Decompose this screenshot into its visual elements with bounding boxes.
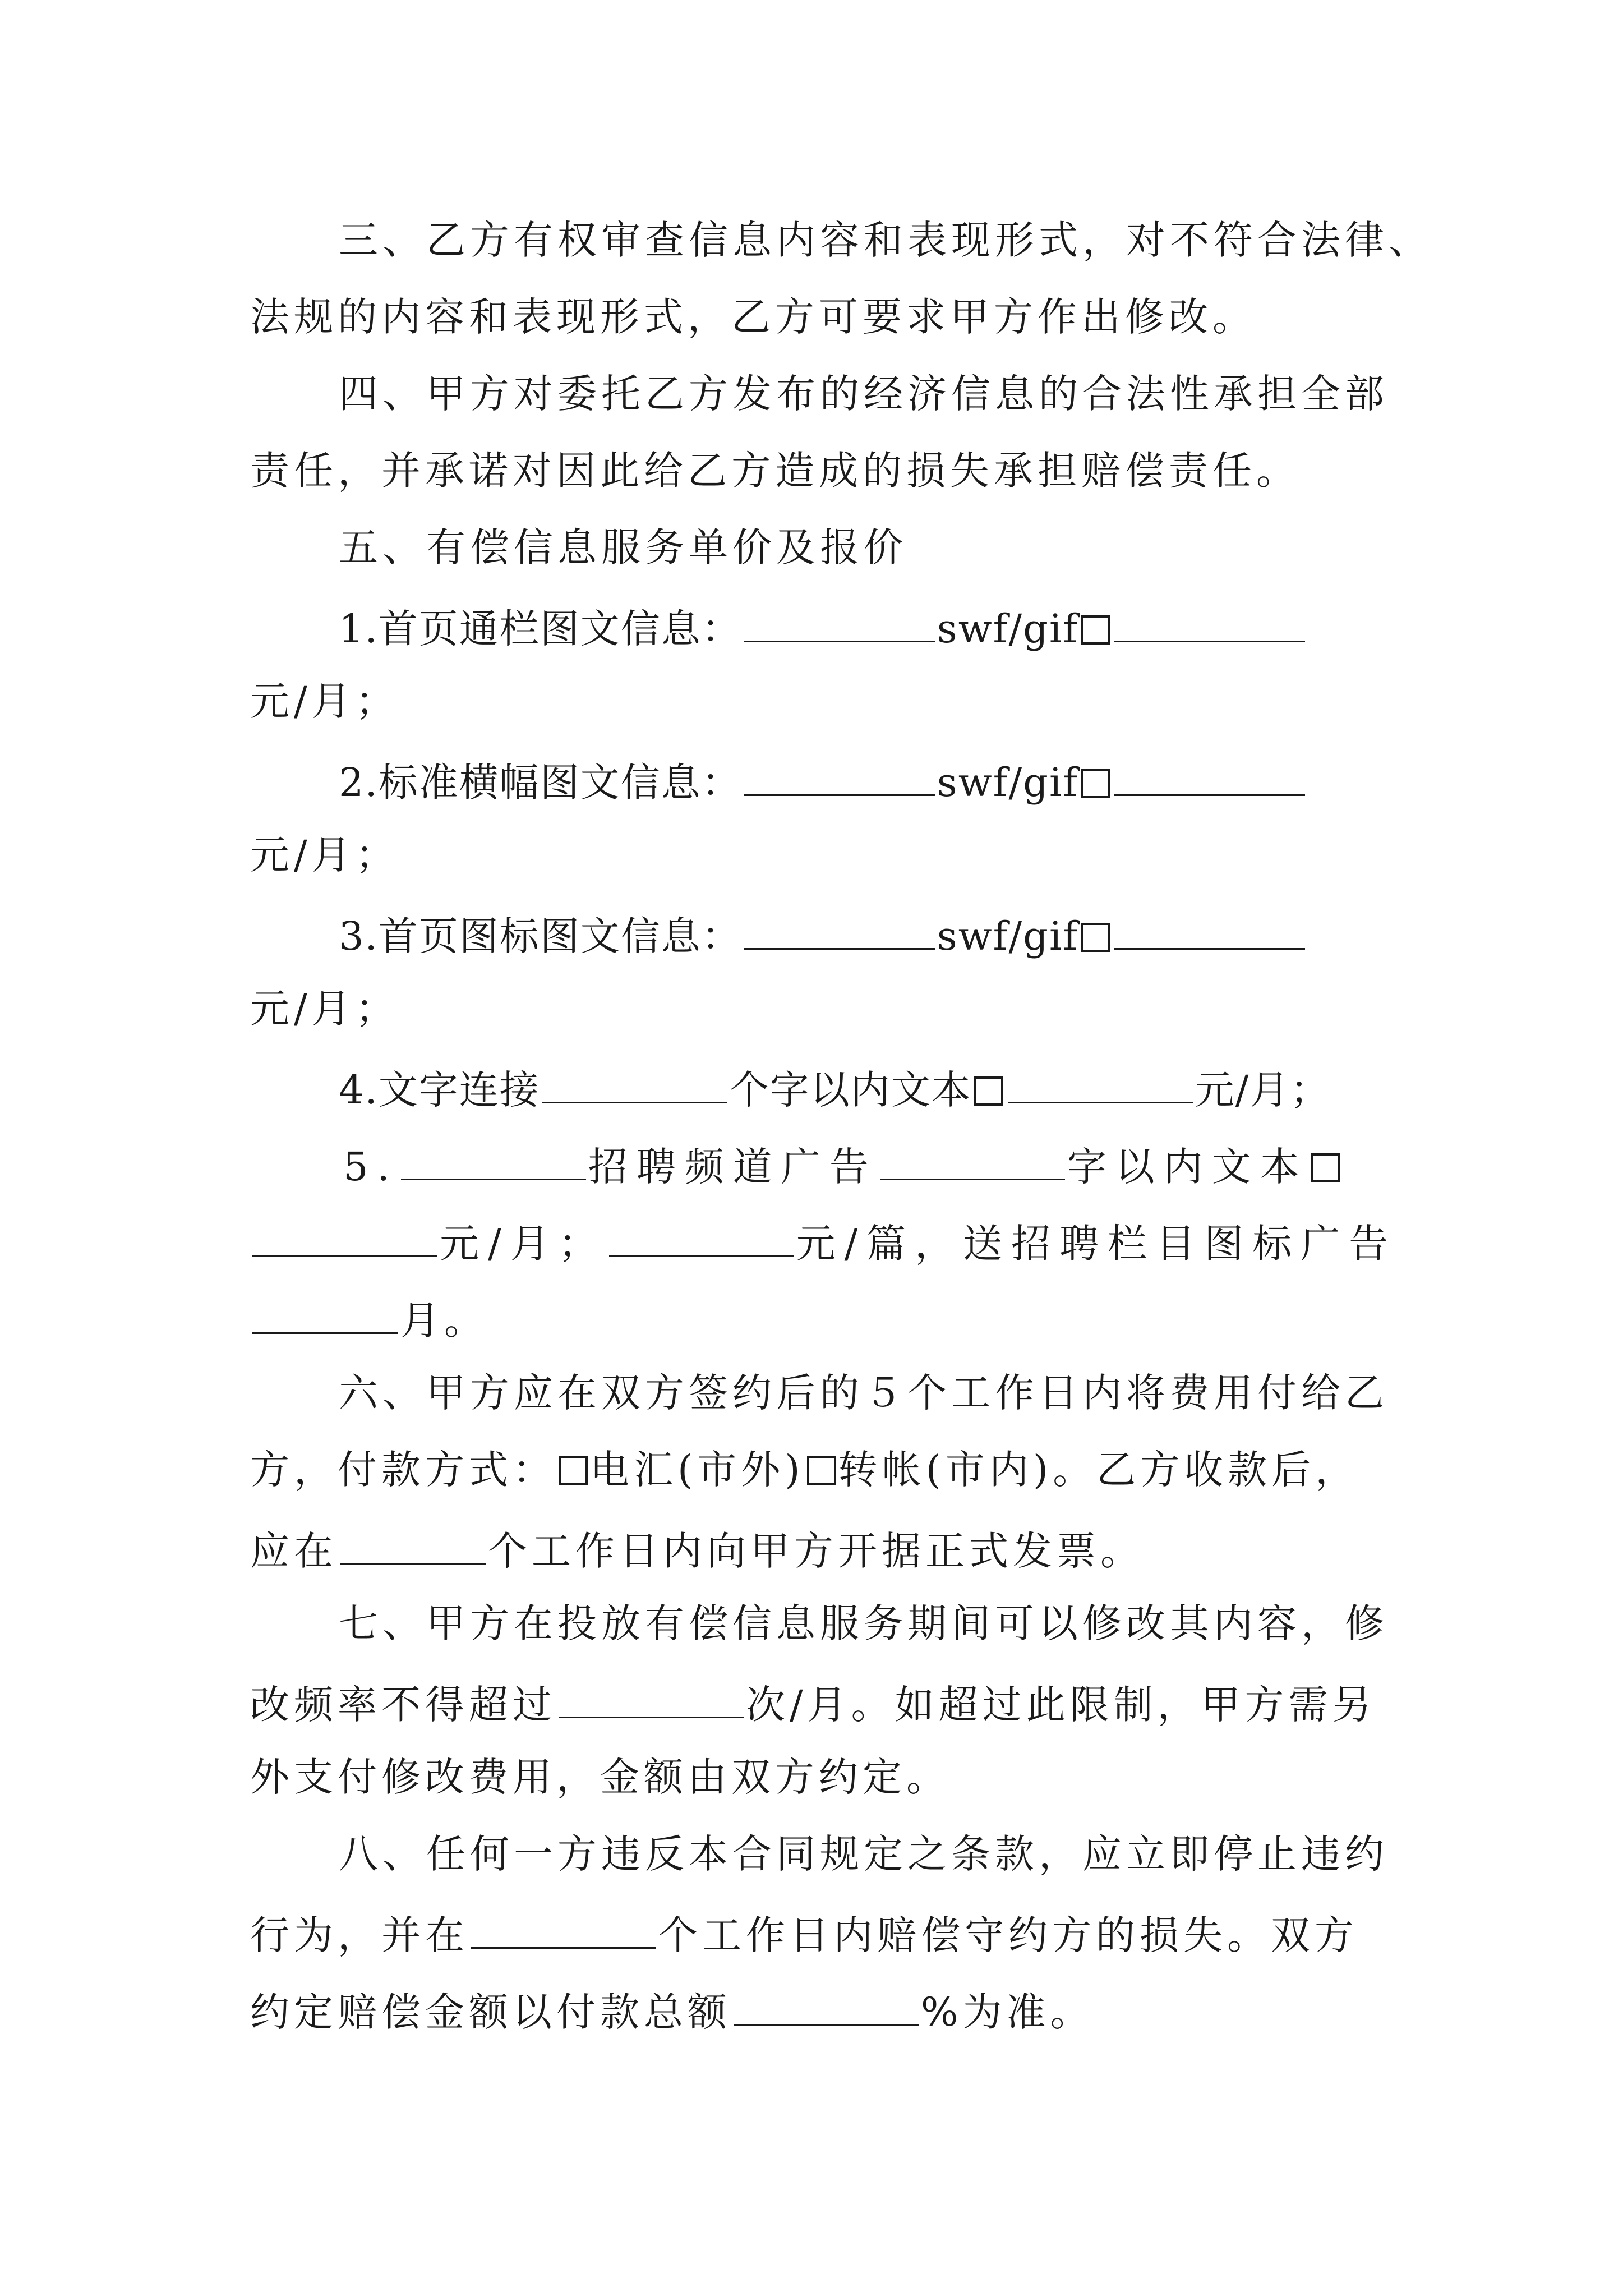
section-3-line-2: 法规的内容和表现形式，乙方可要求甲方作出修改。 [250,294,1256,340]
section-3-line-1: 三、乙方有权审查信息内容和表现形式，对不符合法律、 [339,217,1432,263]
section-8-line-1: 八、任何一方违反本合同规定之条款，应立即停止违约 [339,1831,1389,1877]
item-4-end: 元/月； [1195,1067,1331,1113]
blank-field[interactable] [1114,912,1305,950]
checkbox-square[interactable] [1081,769,1110,798]
checkbox-square[interactable] [1081,615,1110,645]
payment-label: 方，付款方式： [250,1447,556,1493]
blank-field[interactable] [744,758,935,796]
blank-field[interactable] [744,912,935,950]
item-2-label: 2.标准横幅图文信息： [339,760,742,806]
price-item-1 [339,605,1394,652]
blank-field[interactable] [1114,758,1305,796]
section-7-line-1: 七、甲方在投放有偿信息服务期间可以修改其内容，修 [339,1600,1389,1646]
blank-field[interactable] [471,1911,656,1949]
blank-field[interactable] [401,1143,586,1180]
section-6-line-3-a: 应在 [250,1528,338,1574]
section-4-line-1: 四、甲方对委托乙方发布的经济信息的合法性承担全部 [339,371,1389,417]
checkbox-square[interactable] [1081,923,1110,952]
checkbox-bank-transfer[interactable] [807,1456,836,1485]
checkbox-wire-transfer[interactable] [559,1456,588,1485]
section-8-line-3-a: 约定赔偿金额以付款总额 [250,1989,731,2035]
wire-transfer-label: 电汇(市外) [590,1447,805,1493]
section-5-heading: 五、有偿信息服务单价及报价 [339,524,907,570]
blank-field[interactable] [1114,605,1305,642]
item-5-text: 字以内文本 [1067,1144,1308,1190]
price-item-3 [339,912,1394,959]
section-6-line-3-b: 个工作日内向甲方开据正式发票。 [488,1528,1144,1574]
item-4-mid: 个字以内文本 [729,1067,972,1113]
checkbox-square[interactable] [974,1076,1003,1106]
item-5-mid: 招聘频道广告 [588,1144,878,1190]
item-3-label: 3.首页图标图文信息： [339,913,742,959]
section-7-line-2 [250,1681,1394,1728]
section-6-line-3 [250,1527,1394,1574]
section-8-line-3-b: %为准。 [921,1989,1094,2035]
checkbox-square[interactable] [1311,1153,1340,1182]
price-item-5 [343,1143,1399,1190]
section-6-line-1: 六、甲方应在双方签约后的５个工作日内将费用付给乙 [339,1370,1389,1416]
section-6-line-2 [250,1447,1394,1493]
price-item-5-line-3 [250,1296,1394,1343]
blank-field[interactable] [1008,1066,1193,1103]
format-label: swf/gif [937,913,1079,959]
section-4-line-2: 责任，并承诺对因此给乙方造成的损失承担赔偿责任。 [250,448,1300,494]
section-7-line-3: 外支付修改费用，金额由双方约定。 [250,1754,950,1800]
item-4-label: 4.文字连接 [339,1067,540,1113]
blank-field[interactable] [252,1296,398,1334]
blank-field[interactable] [340,1527,486,1565]
format-label: swf/gif [937,606,1079,652]
price-item-5-line-2 [250,1220,1398,1267]
item-5-unit-2: 元/篇，送招聘栏目图标广告 [796,1221,1398,1267]
item-5-label: 5. [343,1144,399,1190]
price-item-4 [339,1066,1394,1113]
price-item-2-unit: 元/月； [250,832,399,878]
section-8-line-2-b: 个工作日内赔偿守约方的损失。双方 [658,1912,1358,1958]
section-7-line-2-b: 次/月。如超过此限制，甲方需另 [746,1682,1376,1728]
blank-field[interactable] [609,1220,794,1257]
price-item-3-unit: 元/月； [250,986,399,1032]
blank-field[interactable] [252,1220,437,1257]
format-label: swf/gif [937,760,1079,806]
blank-field[interactable] [559,1681,744,1718]
item-5-unit-1: 元/月； [440,1221,607,1267]
bank-transfer-label: 转帐(市内)。乙方收款后， [838,1447,1359,1493]
blank-field[interactable] [734,1988,919,2026]
price-item-2 [339,758,1394,806]
item-5-end: 月。 [400,1297,488,1343]
section-8-line-2-a: 行为，并在 [250,1912,469,1958]
price-item-1-unit: 元/月； [250,678,399,724]
blank-field[interactable] [542,1066,727,1103]
blank-field[interactable] [880,1143,1065,1180]
item-1-label: 1.首页通栏图文信息： [339,606,742,652]
section-8-line-3 [250,1988,1394,2035]
section-8-line-2 [250,1911,1394,1958]
blank-field[interactable] [744,605,935,642]
section-7-line-2-a: 改频率不得超过 [250,1682,556,1728]
